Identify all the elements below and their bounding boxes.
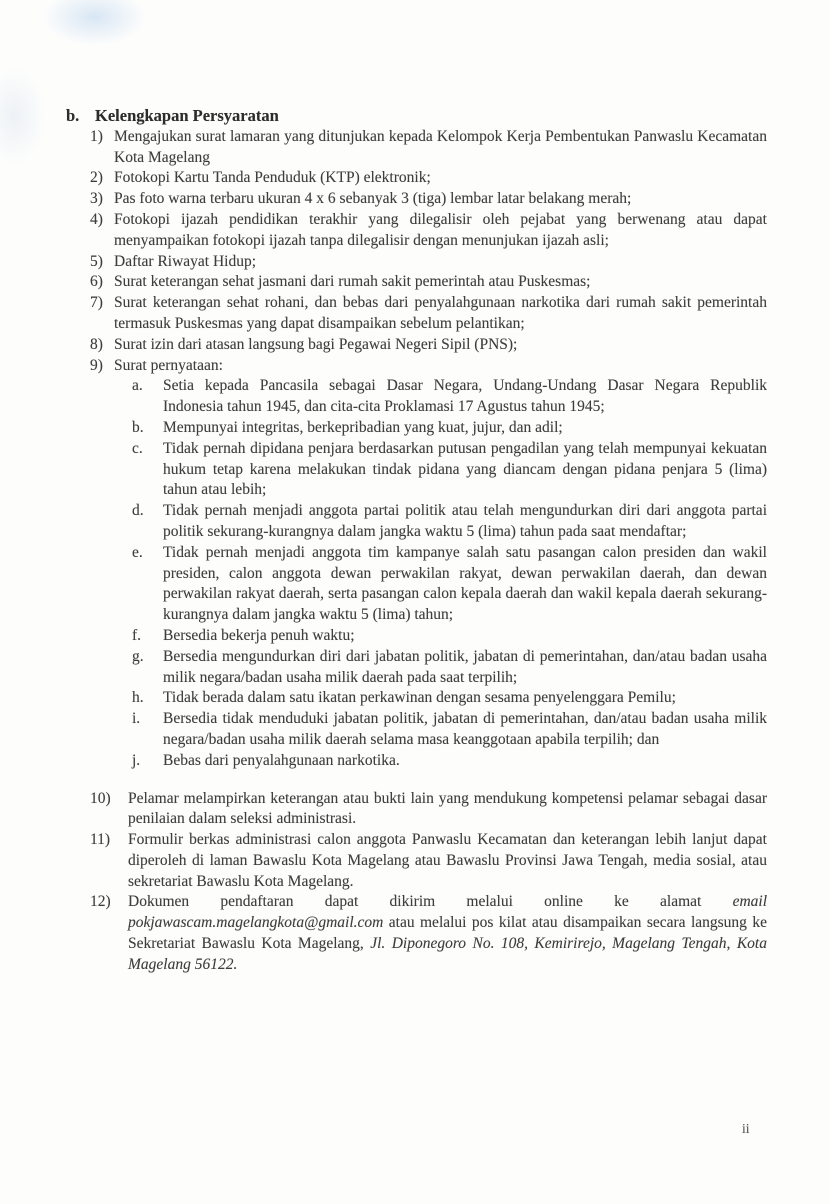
email-address-text: email pokjawascam.magelangkota@gmail.com xyxy=(128,893,767,932)
item-marker: 1) xyxy=(90,127,103,145)
page-number: ii xyxy=(742,1121,750,1136)
item-marker: 7) xyxy=(90,294,103,312)
subitem-text: Bersedia bekerja penuh waktu; xyxy=(163,626,355,644)
list-item-2 xyxy=(90,168,767,189)
list-item-1 xyxy=(90,127,767,169)
item-text: Surat izin dari atasan langsung bagi Pegawai Negeri Sipil (PNS); xyxy=(114,335,518,353)
sublist-item-j xyxy=(132,751,767,772)
item-text: Pelamar melampirkan keterangan atau bukti lain yang mendukung kompetensi pelamar sebagai dasar penilaian dalam seleksi administrasi. xyxy=(128,789,767,828)
list-item-3 xyxy=(90,189,767,210)
item-text: Surat keterangan sehat rohani, dan bebas dari penyalahgunaan narkotika dari rumah sakit pemerintah termasuk Puskesmas yang dapat disampaikan sebelum pelantikan; xyxy=(114,294,767,332)
item-text: Daftar Riwayat Hidup; xyxy=(114,252,257,270)
sublist-item-e xyxy=(132,543,767,626)
section-heading-label: b. xyxy=(66,106,80,125)
requirements-list xyxy=(90,127,767,976)
sublist-item-d xyxy=(132,501,767,543)
subitem-marker: b. xyxy=(132,418,144,436)
list-item-7 xyxy=(90,293,767,335)
item-text xyxy=(128,892,767,975)
scan-smudge-top xyxy=(42,0,147,46)
document-body xyxy=(66,106,767,976)
subitem-text: Tidak pernah dipidana penjara berdasarkan putusan pengadilan yang telah mempunyai kekuatan hukum tetap karena melakukan tindak pidana yang diancam dengan pidana penjara 5 (lima) tahun atau lebih; xyxy=(163,439,767,499)
subitem-marker: i. xyxy=(132,710,141,728)
subitem-marker: d. xyxy=(132,502,144,520)
subitem-text: Bebas dari penyalahgunaan narkotika. xyxy=(163,751,400,769)
sublist-item-g xyxy=(132,647,767,689)
subitem-text: Bersedia mengundurkan diri dari jabatan politik, jabatan di pemerintahan, dan/atau badan usaha milik negara/badan usaha milik daerah pada saat terpilih; xyxy=(163,647,767,686)
item-text: Fotokopi ijazah pendidikan terakhir yang dilegalisir oleh pejabat yang berwenang atau dapat menyampaikan fotokopi ijazah tanpa dilegalisir dengan menunjukan ijazah asli; xyxy=(114,210,767,249)
subitem-marker: j. xyxy=(132,751,141,769)
item-text: Surat keterangan sehat jasmani dari rumah sakit pemerintah atau Puskesmas; xyxy=(114,273,591,291)
item-marker: 12) xyxy=(90,893,111,911)
item-marker: 2) xyxy=(90,169,103,187)
item-marker: 11) xyxy=(90,831,111,849)
subitem-marker: a. xyxy=(132,377,143,395)
list-item-4 xyxy=(90,210,767,252)
subitem-marker: h. xyxy=(132,689,144,707)
list-item-10 xyxy=(90,789,767,831)
subitem-marker: c. xyxy=(132,439,143,457)
subitem-marker: g. xyxy=(132,647,144,665)
postal-address-text: Jl. Diponegoro No. 108, Kemirirejo, Magelang Tengah, Kota Magelang 56122. xyxy=(128,935,767,973)
item-text: Surat pernyataan: xyxy=(114,356,223,374)
sublist-item-a xyxy=(132,376,767,418)
item-marker: 4) xyxy=(90,210,103,228)
list-item-6 xyxy=(90,272,767,293)
sublist-item-f xyxy=(132,626,767,647)
item-marker: 3) xyxy=(90,190,103,208)
item-text-segment: atau melalui pos kilat atau disampaikan secara langsung ke Sekretariat Bawaslu Kota Magelang, xyxy=(128,914,767,953)
subitem-text: Tidak pernah menjadi anggota tim kampanye salah satu pasangan calon presiden dan wakil presiden, calon anggota dewan perwakilan rakyat, dewan perwakilan daerah, dan dewan perwakilan rakyat daerah, serta pasangan calon kepala daerah dan wakil kepala daerah sekurang-kurangnya dalam jangka waktu 5 (lima) tahun; xyxy=(163,543,767,624)
sublist-item-b xyxy=(132,418,767,439)
item-marker: 9) xyxy=(90,356,103,374)
item-text: Fotokopi Kartu Tanda Penduduk (KTP) elektronik; xyxy=(114,169,431,187)
subitem-text: Setia kepada Pancasila sebagai Dasar Negara, Undang-Undang Dasar Negara Republik Indonesia tahun 1945, dan cita-cita Proklamasi 17 Agustus tahun 1945; xyxy=(163,377,767,416)
section-heading xyxy=(66,106,767,127)
subitem-marker: f. xyxy=(132,626,142,644)
item-text: Mengajukan surat lamaran yang ditunjukan kepada Kelompok Kerja Pembentukan Panwaslu Kecamatan Kota Magelang xyxy=(114,127,767,166)
list-item-9 xyxy=(90,356,767,377)
item-text: Formulir berkas administrasi calon anggota Panwaslu Kecamatan dan keterangan lebih lanjut dapat diperoleh di laman Bawaslu Kota Magelang atau Bawaslu Provinsi Jawa Tengah, media sosial, atau sekretariat Bawaslu Kota Magelang. xyxy=(128,831,767,890)
list-item-5 xyxy=(90,252,767,273)
scan-smudge-left xyxy=(0,66,47,166)
section-heading-title: Kelengkapan Persyaratan xyxy=(95,106,279,125)
statement-sublist xyxy=(132,376,767,771)
subitem-marker: e. xyxy=(132,543,143,561)
item-marker: 5) xyxy=(90,252,103,270)
item-marker: 8) xyxy=(90,335,103,353)
item-marker: 6) xyxy=(90,273,103,291)
subitem-text: Bersedia tidak menduduki jabatan politik, jabatan di pemerintahan, dan/atau badan usaha milik negara/badan usaha milik daerah selama masa keanggotaan apabila terpilih; dan xyxy=(163,710,767,748)
item-text-segment: Dokumen pendaftaran dapat dikirim melalui online ke alamat xyxy=(128,893,733,911)
item-marker: 10) xyxy=(90,789,111,807)
sublist-item-c xyxy=(132,439,767,501)
list-item-11 xyxy=(90,830,767,892)
item-text: Pas foto warna terbaru ukuran 4 x 6 sebanyak 3 (tiga) lembar latar belakang merah; xyxy=(114,190,632,208)
sublist-item-h xyxy=(132,688,767,709)
subitem-text: Tidak pernah menjadi anggota partai politik atau telah mengundurkan diri dari anggota partai politik sekurang-kurangnya dalam jangka waktu 5 (lima) tahun pada saat mendaftar; xyxy=(163,502,767,540)
sublist-item-i xyxy=(132,709,767,751)
subitem-text: Mempunyai integritas, berkepribadian yang kuat, jujur, dan adil; xyxy=(163,418,563,436)
subitem-text: Tidak berada dalam satu ikatan perkawinan dengan sesama penyelenggara Pemilu; xyxy=(163,689,676,707)
list-item-8 xyxy=(90,335,767,356)
list-item-12 xyxy=(90,892,767,975)
